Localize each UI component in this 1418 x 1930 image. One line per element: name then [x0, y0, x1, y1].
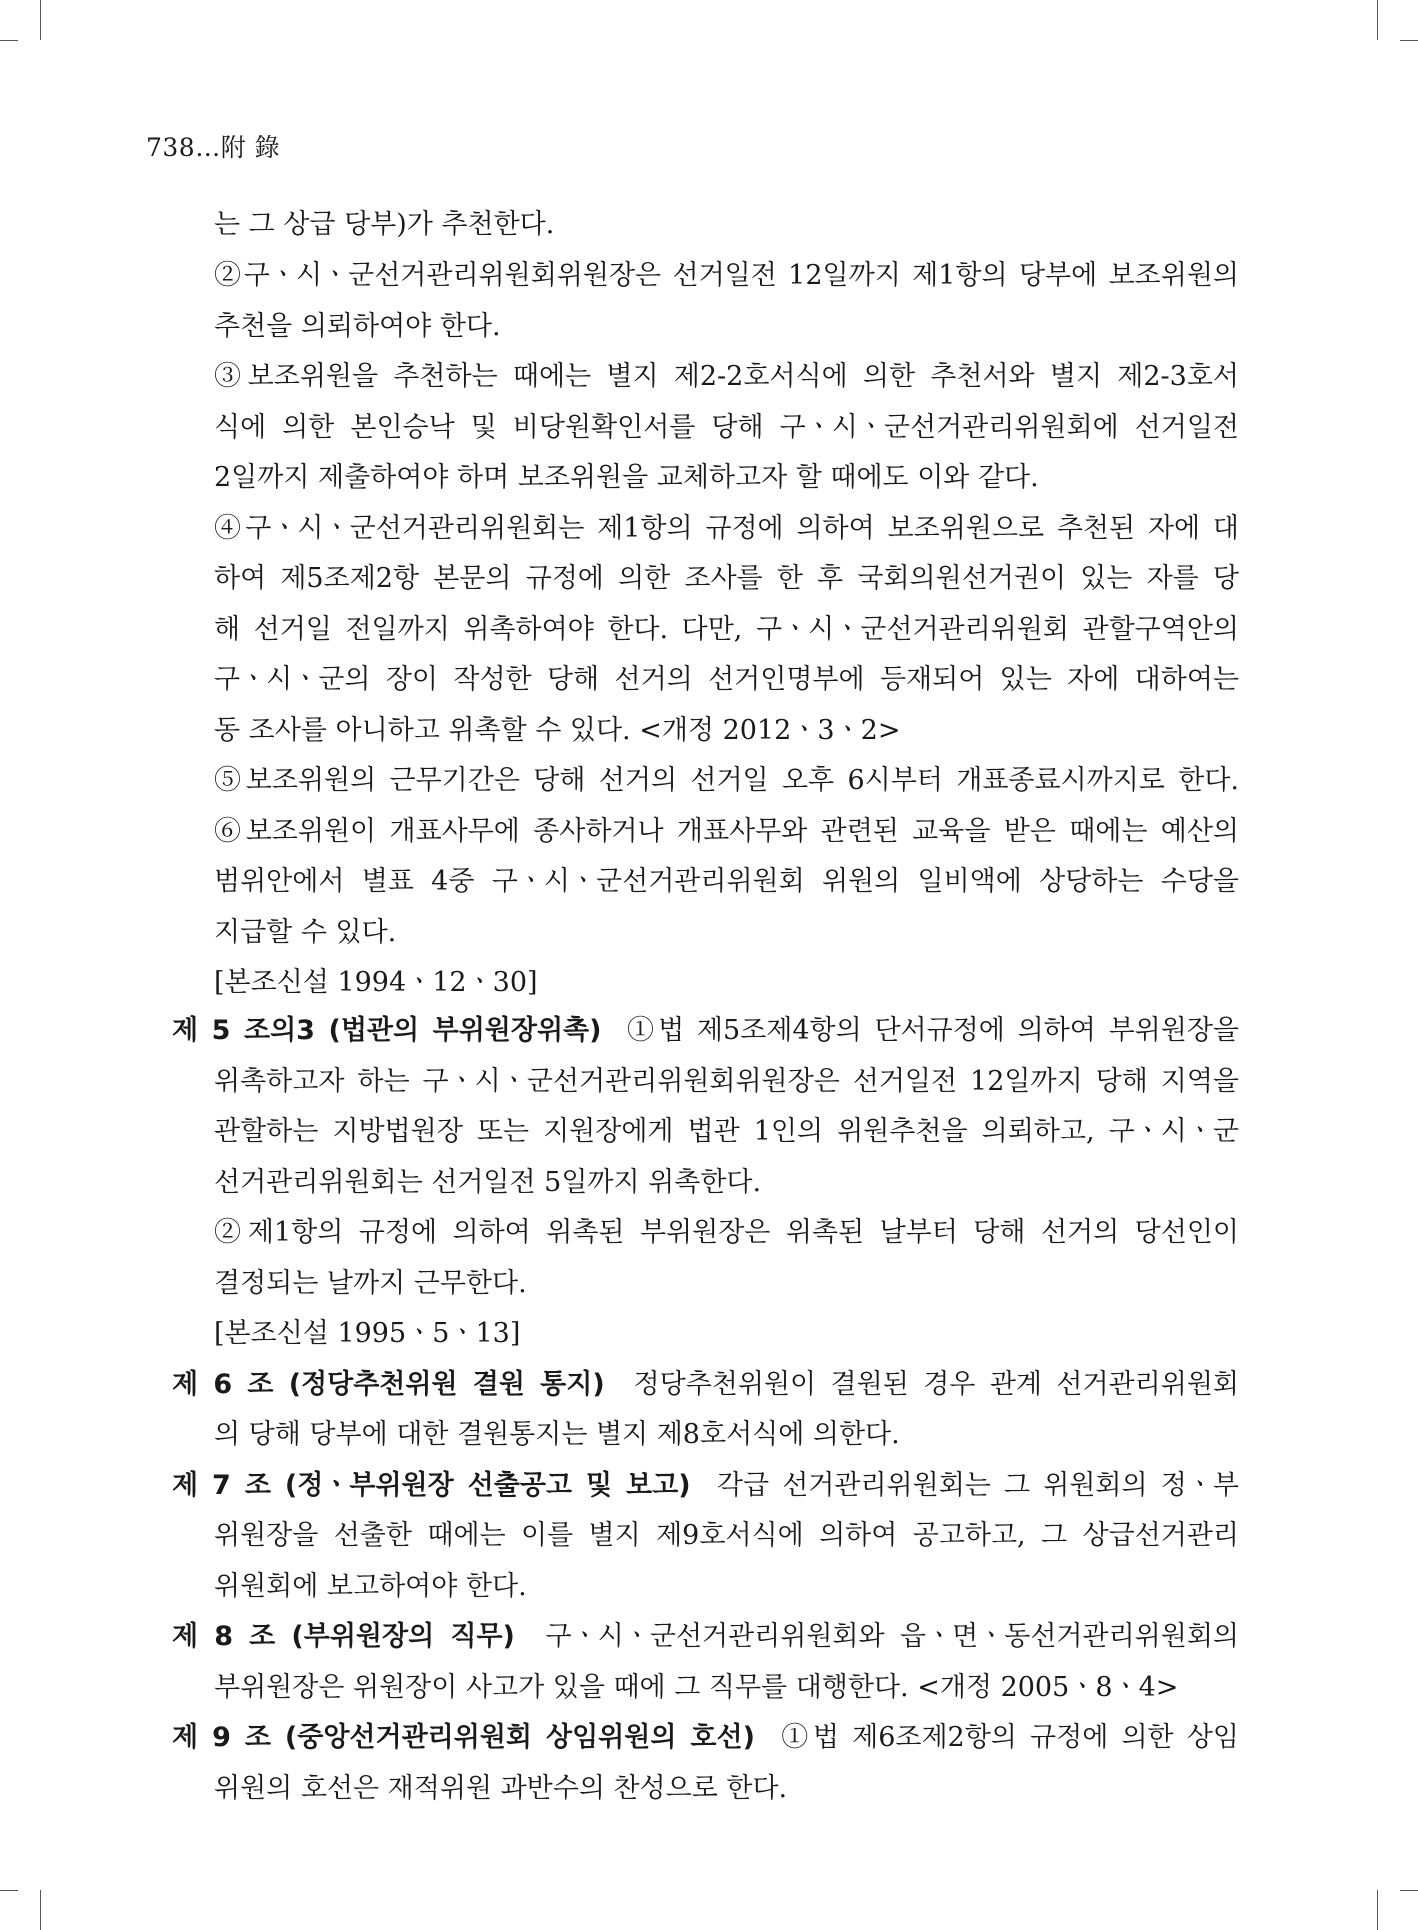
crop-mark	[1400, 1890, 1418, 1891]
crop-mark	[40, 1890, 41, 1930]
paragraph-line: ⑥보조위원이 개표사무에 종사하거나 개표사무와 관련된 교육을 받은 때에는 예산의	[214, 816, 1239, 847]
article-heading: 제 5 조의3 (법관의 부위원장위촉)	[172, 1015, 602, 1046]
paragraph-line: 위촉하고자 하는 구ㆍ시ㆍ군선거관리위원회위원장은 선거일전 12일까지 당해 지역을	[214, 1066, 1239, 1097]
paragraph-line: 해 선거일 전일까지 위촉하여야 한다. 다만, 구ㆍ시ㆍ군선거관리위원회 관할구역안의	[214, 614, 1239, 645]
paragraph-line: 범위안에서 별표 4중 구ㆍ시ㆍ군선거관리위원회 위원의 일비액에 상당하는 수당을	[214, 866, 1239, 897]
enactment-note: [본조신설 1994ㆍ12ㆍ30]	[214, 967, 538, 998]
paragraph-line: 하여 제5조제2항 본문의 규정에 의한 조사를 한 후 국회의원선거권이 있는 자를 당	[214, 563, 1239, 594]
article-8-line	[172, 1617, 1239, 1657]
article-text: ①법 제5조제4항의 단서규정에 의하여 부위원장을	[626, 1015, 1239, 1046]
article-heading: 제 6 조 (정당추천위원 결원 통지)	[172, 1369, 605, 1400]
enactment-note: [본조신설 1995ㆍ5ㆍ13]	[214, 1318, 521, 1349]
page-header: 738…附 錄	[146, 133, 281, 162]
paragraph-line: 는 그 상급 당부)가 추천한다.	[214, 209, 555, 240]
crop-mark	[0, 40, 18, 41]
paragraph-line: 위원회에 보고하여야 한다.	[214, 1571, 527, 1602]
paragraph-line: 위원장을 선출한 때에는 이를 별지 제9호서식에 의하여 공고하고, 그 상급선거관리	[214, 1520, 1239, 1551]
crop-mark	[1400, 40, 1418, 41]
article-heading: 제 9 조 (중앙선거관리위원회 상임위원의 호선)	[172, 1722, 755, 1753]
paragraph-line: 구ㆍ시ㆍ군의 장이 작성한 당해 선거의 선거인명부에 등재되어 있는 자에 대하여는	[214, 664, 1239, 695]
paragraph-line: 부위원장은 위원장이 사고가 있을 때에 그 직무를 대행한다. <개정 2005ㆍ8ㆍ4>	[214, 1672, 1179, 1703]
paragraph-line: ②제1항의 규정에 의하여 위촉된 부위원장은 위촉된 날부터 당해 선거의 당선인이	[214, 1217, 1239, 1248]
paragraph-line: ③보조위원을 추천하는 때에는 별지 제2-2호서식에 의한 추천서와 별지 제2-3호서	[214, 361, 1239, 392]
paragraph-line: 선거관리위원회는 선거일전 5일까지 위촉한다.	[214, 1167, 762, 1198]
paragraph-line: ②구ㆍ시ㆍ군선거관리위원회위원장은 선거일전 12일까지 제1항의 당부에 보조위원의	[214, 260, 1239, 291]
article-text: 구ㆍ시ㆍ군선거관리위원회와 읍ㆍ면ㆍ동선거관리위원회의	[545, 1621, 1240, 1652]
article-5-3-line	[172, 1011, 1239, 1051]
article-heading: 제 7 조 (정ㆍ부위원장 선출공고 및 보고)	[172, 1470, 691, 1501]
article-heading: 제 8 조 (부위원장의 직무)	[172, 1621, 515, 1652]
crop-mark	[1377, 0, 1378, 40]
article-text: ①법 제6조제2항의 규정에 의한 상임	[781, 1722, 1239, 1753]
paragraph-line: 관할하는 지방법원장 또는 지원장에게 법관 1인의 위원추천을 의뢰하고, 구ㆍ시ㆍ군	[214, 1116, 1239, 1147]
paragraph-line: ⑤보조위원의 근무기간은 당해 선거의 선거일 오후 6시부터 개표종료시까지로 한다.	[214, 765, 1239, 796]
paragraph-line: 2일까지 제출하여야 하며 보조위원을 교체하고자 할 때에도 이와 같다.	[214, 462, 1039, 493]
crop-mark	[40, 0, 41, 40]
crop-mark	[0, 1890, 18, 1891]
article-6-line	[172, 1365, 1239, 1405]
article-text: 정당추천위원이 결원된 경우 관계 선거관리위원회	[633, 1369, 1239, 1400]
article-7-line	[172, 1466, 1239, 1506]
paragraph-line: ④구ㆍ시ㆍ군선거관리위원회는 제1항의 규정에 의하여 보조위원으로 추천된 자에 대	[214, 513, 1239, 544]
paragraph-line: 결정되는 날까지 근무한다.	[214, 1268, 527, 1299]
paragraph-line: 추천을 의뢰하여야 한다.	[214, 311, 501, 342]
paragraph-line: 동 조사를 아니하고 위촉할 수 있다. <개정 2012ㆍ3ㆍ2>	[214, 715, 901, 746]
article-text: 각급 선거관리위원회는 그 위원회의 정ㆍ부	[716, 1470, 1239, 1501]
paragraph-line: 식에 의한 본인승낙 및 비당원확인서를 당해 구ㆍ시ㆍ군선거관리위원회에 선거일전	[214, 412, 1239, 443]
paragraph-line: 의 당해 당부에 대한 결원통지는 별지 제8호서식에 의한다.	[214, 1419, 900, 1450]
crop-mark	[1377, 1890, 1378, 1930]
article-9-line	[172, 1718, 1239, 1758]
paragraph-line: 지급할 수 있다.	[214, 917, 397, 948]
paragraph-line: 위원의 호선은 재적위원 과반수의 찬성으로 한다.	[214, 1773, 788, 1804]
